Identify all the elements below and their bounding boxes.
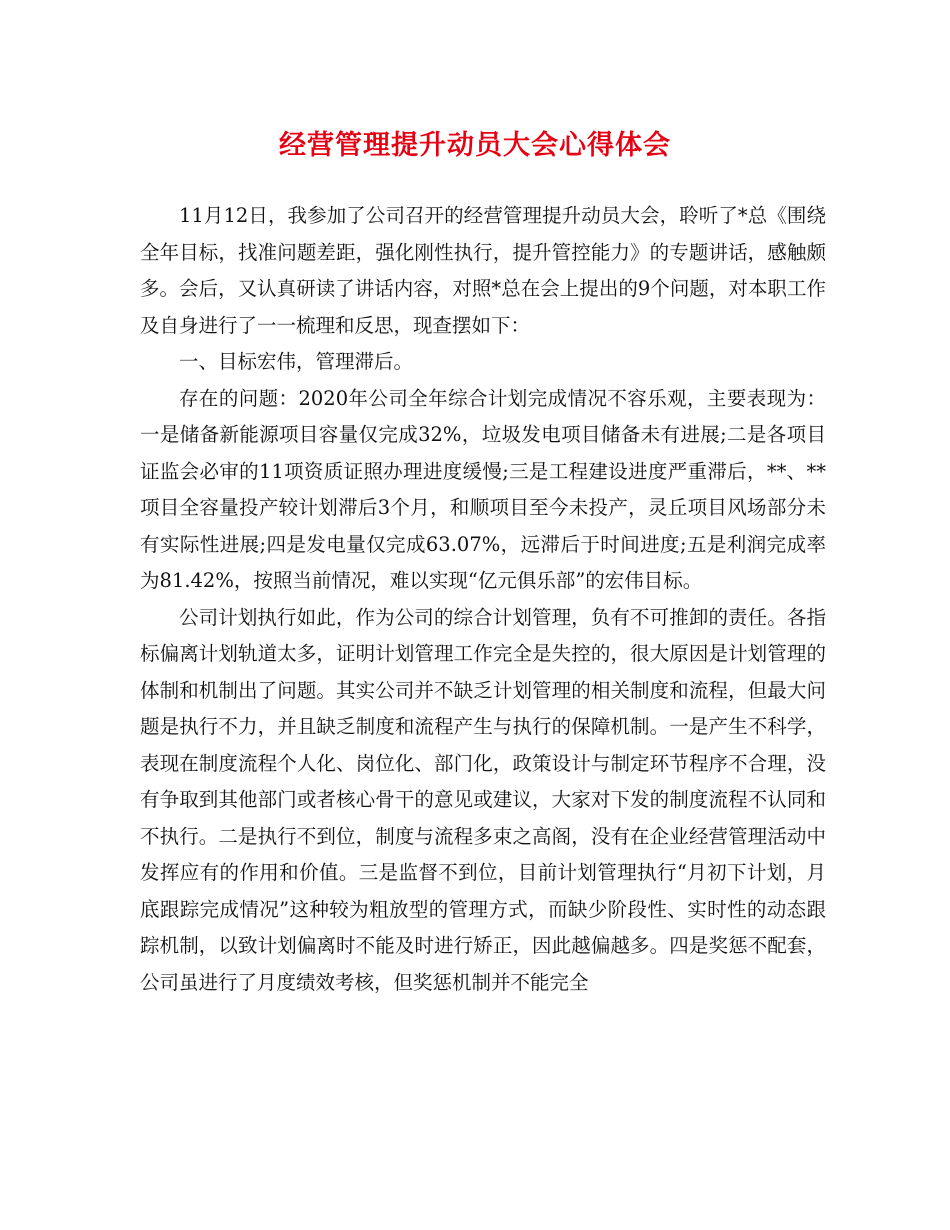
paragraph-problems: 存在的问题：2020年公司全年综合计划完成情况不容乐观，主要表现为：一是储备新能源项目容量仅完成32%，垃圾发电项目储备未有进展;二是各项目证监会必审的11项资质证照办理进度缓慢;三是工程建设进度严重滞后，**、**项目全容量投产较计划滞后3个月，和顺项目至今未投产，灵丘项目风场部分未有实际性进展;四是发电量仅完成63.07%，远滞后于时间进度;五是利润完成率为81.42%，按照当前情况，难以实现“亿元俱乐部”的宏伟目标。: [140, 386, 826, 592]
paragraph-section-heading: 一、目标宏伟，管理滞后。: [179, 350, 414, 373]
paragraph-intro: 11月12日，我参加了公司召开的经营管理提升动员大会，聆听了*总《围绕全年目标，找准问题差距，强化刚性执行，提升管控能力》的专题讲话，感触颇多。会后，又认真研读了讲话内容，对照*总在会上提出的9个问题，对本职工作及自身进行了一一梳理和反思，现查摆如下：: [140, 204, 826, 337]
document-body: [140, 198, 826, 1001]
paragraph-analysis: 公司计划执行如此，作为公司的综合计划管理，负有不可推卸的责任。各指标偏离计划轨道太多，证明计划管理工作完全是失控的，很大原因是计划管理的体制和机制出了问题。其实公司并不缺乏计划管理的相关制度和流程，但最大问题是执行不力，并且缺乏制度和流程产生与执行的保障机制。一是产生不科学，表现在制度流程个人化、岗位化、部门化，政策设计与制定环节程序不合理，没有争取到其他部门或者核心骨干的意见或建议，大家对下发的制度流程不认同和不执行。二是执行不到位，制度与流程多束之高阁，没有在企业经营管理活动中发挥应有的作用和价值。三是监督不到位，目前计划管理执行“月初下计划，月底跟踪完成情况”这种较为粗放型的管理方式，而缺少阶段性、实时性的动态跟踪机制，以致计划偏离时不能及时进行矫正，因此越偏越多。四是奖惩不配套，公司虽进行了月度绩效考核，但奖惩机制并不能完全: [140, 605, 826, 994]
document-title: 经营管理提升动员大会心得体会: [279, 130, 671, 161]
